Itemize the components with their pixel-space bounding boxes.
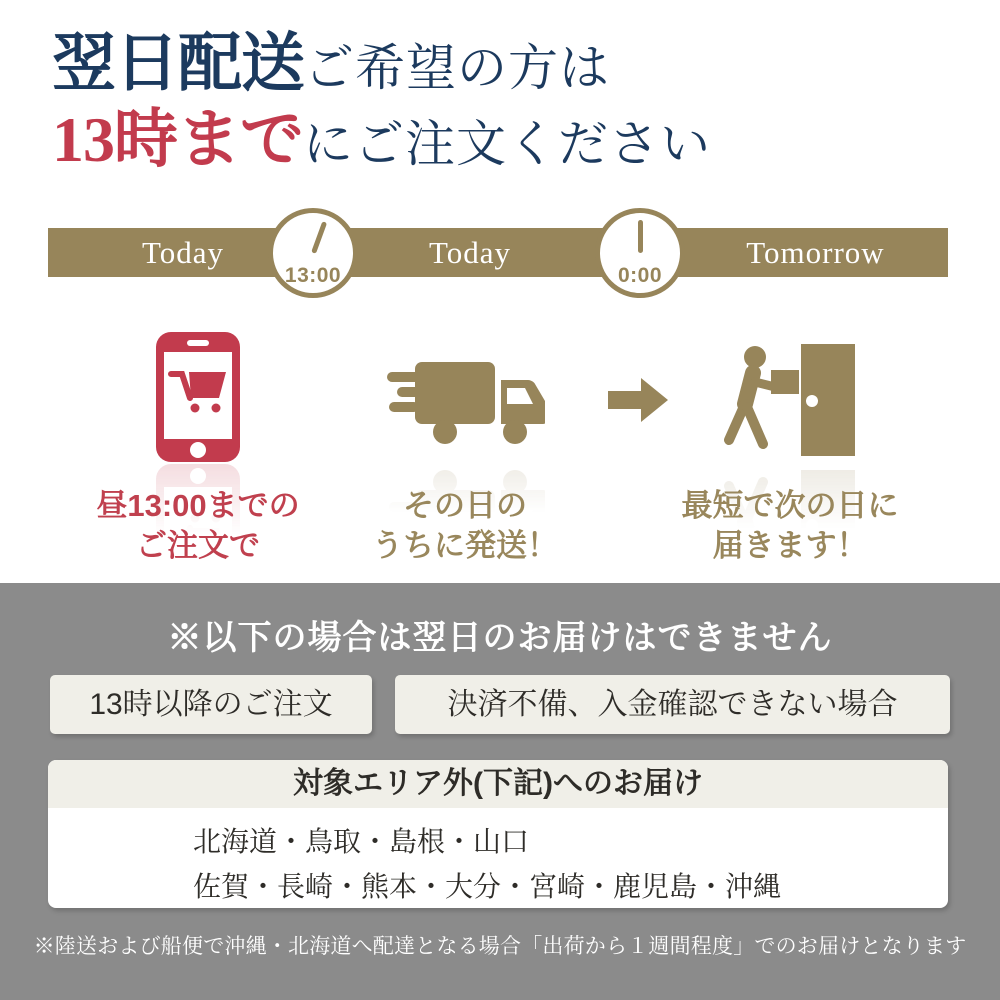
title-rest-1: ご希望の方は bbox=[304, 40, 610, 96]
condition-payment-box: 決済不備、入金確認できない場合 bbox=[395, 675, 950, 734]
clock-000-icon bbox=[595, 208, 685, 298]
step3-caption-line1: 最短で次の日に bbox=[681, 488, 899, 523]
clock-time-1300: 13:00 bbox=[284, 264, 342, 287]
excluded-area-line2: 佐賀・長崎・熊本・大分・宮崎・鹿児島・沖縄 bbox=[193, 871, 782, 902]
clock-time-000: 0:00 bbox=[617, 264, 663, 287]
step1-caption bbox=[58, 486, 338, 566]
person-delivering-to-door-icon bbox=[723, 344, 855, 462]
step2-caption-line1: その日の bbox=[403, 488, 527, 523]
notice-heading: ※以下の場合は翌日のお届けはできません bbox=[167, 619, 833, 657]
title-emphasis-by-13: 13時まで bbox=[52, 103, 303, 175]
title-line-1 bbox=[52, 26, 711, 102]
excluded-area-box bbox=[48, 760, 948, 908]
shipping-footnote: ※陸送および船便で沖縄・北海道へ配達となる場合「出荷から１週間程度」でのお届けとなります bbox=[33, 935, 967, 958]
delivery-truck-icon bbox=[385, 356, 545, 456]
clock-hand bbox=[311, 221, 327, 254]
step2-caption-line2: うちに発送！ bbox=[372, 528, 558, 563]
notice-section bbox=[0, 583, 1000, 1000]
step3-caption bbox=[660, 486, 920, 566]
clock-hand bbox=[638, 220, 643, 253]
timeline-bar bbox=[48, 228, 948, 277]
timeline-label-today-1: Today bbox=[141, 235, 225, 270]
excluded-area-heading: 対象エリア外(下記)へのお届け bbox=[48, 760, 948, 808]
timeline-label-today-2: Today bbox=[428, 235, 512, 270]
timeline-label-tomorrow: Tomorrow bbox=[746, 235, 885, 270]
step1-caption-line2: ご注文で bbox=[136, 528, 260, 563]
condition-after-13-box: 13時以降のご注文 bbox=[50, 675, 372, 734]
title-emphasis-next-day-delivery: 翌日配送 bbox=[52, 28, 304, 99]
right-arrow-icon bbox=[608, 378, 668, 422]
page-title bbox=[52, 26, 711, 177]
step3-caption-line2: 届きます！ bbox=[712, 528, 868, 563]
smartphone-cart-icon bbox=[156, 332, 240, 462]
step1-caption-line1: 昼13:00までの bbox=[96, 488, 300, 523]
excluded-area-line1: 北海道・鳥取・島根・山口 bbox=[193, 826, 530, 857]
title-line-2 bbox=[52, 102, 711, 178]
title-rest-2: にご注文ください bbox=[303, 115, 711, 172]
excluded-area-list bbox=[48, 808, 948, 908]
step2-caption bbox=[345, 486, 585, 566]
clock-1300-icon bbox=[268, 208, 358, 298]
